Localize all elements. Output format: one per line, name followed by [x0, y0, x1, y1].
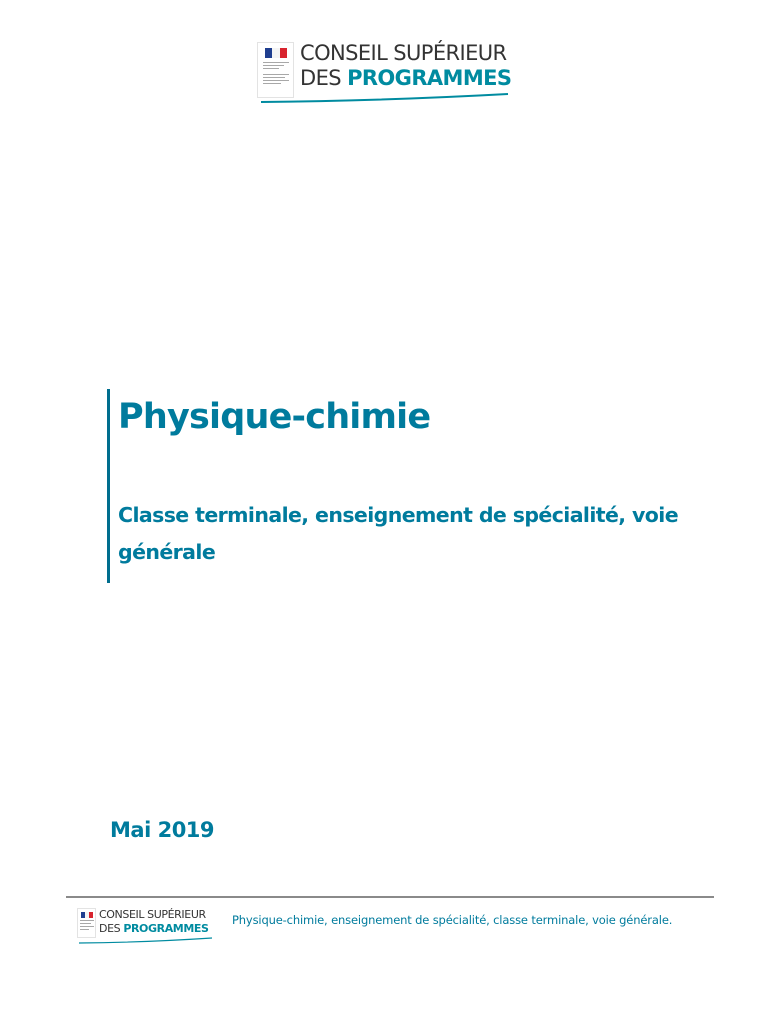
publication-date: Mai 2019	[110, 818, 215, 842]
footer-divider	[66, 896, 714, 898]
document-subtitle: Classe terminale, enseignement de spécialité, voie générale	[118, 503, 678, 564]
swoosh-icon	[259, 92, 510, 104]
emblem-text-lines	[80, 920, 94, 932]
footer-logo-line-2-highlight: PROGRAMMES	[123, 922, 209, 935]
footer-logo	[77, 908, 214, 944]
emblem-text-lines	[263, 74, 289, 86]
document-title: Physique-chimie	[118, 397, 431, 437]
emblem-text-lines	[263, 62, 289, 71]
logo-line-2-highlight: PROGRAMMES	[347, 66, 512, 90]
ministry-emblem	[77, 908, 96, 938]
ministry-emblem	[257, 42, 294, 98]
marianne-flag-icon	[81, 912, 93, 918]
footer-logo-line-2-prefix: DES	[99, 922, 121, 935]
logo-line-2	[300, 65, 511, 91]
title-block	[107, 389, 687, 583]
swoosh-icon	[78, 937, 213, 944]
footer-logo-line-1: CONSEIL SUPÉRIEUR	[99, 908, 206, 921]
footer-logo-line-2	[99, 922, 209, 936]
footer-text: Physique-chimie, enseignement de spécialité, classe terminale, voie générale.	[232, 913, 673, 927]
marianne-flag-icon	[265, 48, 287, 58]
header-logo	[257, 38, 512, 104]
logo-line-1: CONSEIL SUPÉRIEUR	[300, 41, 507, 65]
logo-line-2-prefix: DES	[300, 66, 341, 90]
